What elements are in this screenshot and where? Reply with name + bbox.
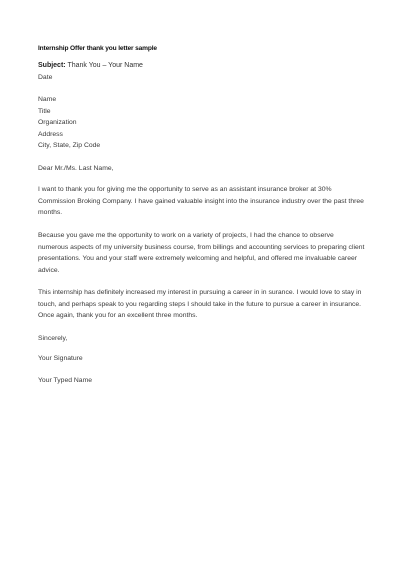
paragraph-line: Commission Broking Company. I have gained valuable insight into the insurance industry over the past three [38,197,364,205]
subject-text: Thank You – Your Name [65,62,143,69]
document-title: Internship Offer thank you letter sample [38,45,157,52]
signature: Your Signature [38,355,83,362]
subject-line [38,62,143,69]
paragraph-line: This internship has definitely increased my interest in pursuing a career in in surance. I would love to stay in [38,289,362,296]
recipient-organization: Organization [38,119,77,126]
recipient-city-state-zip: City, State, Zip Code [38,142,101,149]
paragraph-line: numerous aspects of my university business course, from billings and accounting services to preparing client [38,243,365,251]
date-line: Date [38,74,53,81]
closing: Sincerely, [38,335,68,342]
paragraph-2 [38,230,363,276]
recipient-title: Title [38,107,51,115]
paragraph-line: presentations. You and your staff were extremely welcoming and helpful, and offered me invaluable career [38,255,358,263]
paragraph-3 [38,287,363,322]
paragraph-line: Because you gave me the opportunity to work on a variety of projects, I had the chance to observe [38,232,334,239]
paragraph-line: advice. [38,266,60,274]
recipient-address: Address [38,130,63,138]
paragraph-line: months. [38,209,63,217]
paragraph-line: I want to thank you for giving me the opportunity to serve as an assistant insurance broker at 30% [38,186,332,193]
paragraph-1 [38,184,363,219]
typed-name: Your Typed Name [38,377,93,384]
paragraph-line: touch, and perhaps speak to you regarding steps I should take in the future to pursue a career in insurance. [38,300,362,308]
salutation: Dear Mr./Ms. Last Name, [38,165,114,172]
subject-label: Subject: [38,62,66,69]
paragraph-line: Once again, thank you for an excellent three months. [38,312,198,320]
recipient-name: Name [38,96,57,103]
